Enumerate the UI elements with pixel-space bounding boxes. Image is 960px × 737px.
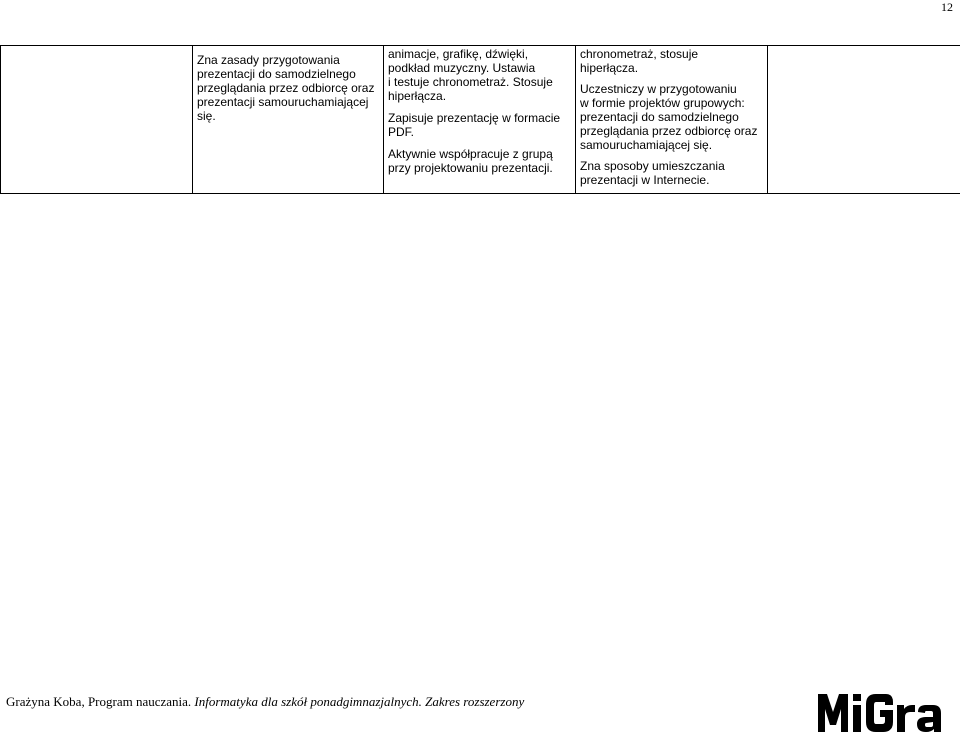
cell-line: przeglądania przez odbiorcę oraz <box>580 124 758 138</box>
curriculum-table <box>0 45 960 194</box>
table-cell-empty-right <box>768 46 960 194</box>
cell-paragraph <box>580 82 761 152</box>
cell-line: przy projektowaniu prezentacji. <box>388 161 553 175</box>
cell-line: Uczestniczy w przygotowaniu <box>580 82 737 96</box>
cell-line: PDF. <box>388 125 415 139</box>
cell-paragraph <box>580 47 761 75</box>
cell-paragraph <box>388 111 569 139</box>
cell-paragraph <box>388 47 569 103</box>
cell-line: Zna sposoby umieszczania <box>580 159 725 173</box>
footer-separator: , <box>81 694 88 709</box>
footer-citation <box>6 694 524 710</box>
cell-line: się. <box>197 109 216 123</box>
cell-line: hiperłącza. <box>388 89 447 103</box>
cell-line: prezentacji do samodzielnego <box>197 67 356 81</box>
cell-paragraph <box>580 159 761 187</box>
cell-line: i testuje chronometraż. Stosuje <box>388 75 553 89</box>
table-cell-advanced-skills <box>576 46 768 194</box>
table-cell-empty-left <box>1 46 193 194</box>
footer-author: Grażyna Koba <box>6 694 82 709</box>
cell-line: w formie projektów grupowych: <box>580 96 745 110</box>
cell-line: prezentacji samouruchamiającej <box>197 95 369 109</box>
cell-line: animacje, grafikę, dźwięki, <box>388 47 529 61</box>
table-cell-skills <box>384 46 576 194</box>
cell-paragraph <box>388 147 569 175</box>
cell-line: przeglądania przez odbiorcę oraz <box>197 81 375 95</box>
cell-line: hiperłącza. <box>580 61 639 75</box>
footer-title: Informatyka dla szkół ponadgimnazjalnych. Zakres rozszerzony <box>194 694 525 709</box>
cell-line: prezentacji w Internecie. <box>580 173 710 187</box>
page-number: 12 <box>941 0 953 14</box>
cell-line: prezentacji do samodzielnego <box>580 110 739 124</box>
table-cell-requirements <box>193 46 384 194</box>
cell-line: Aktywnie współpracuje z grupą <box>388 147 553 161</box>
migra-logo <box>816 690 944 734</box>
table-row <box>1 46 960 194</box>
footer-program: Program nauczania. <box>87 694 195 709</box>
cell-line: Zna zasady przygotowania <box>197 53 340 67</box>
cell-line: samouruchamiającej się. <box>580 138 713 152</box>
cell-line: Zapisuje prezentację w formacie <box>388 111 561 125</box>
cell-line: chronometraż, stosuje <box>580 47 699 61</box>
cell-line: podkład muzyczny. Ustawia <box>388 61 536 75</box>
